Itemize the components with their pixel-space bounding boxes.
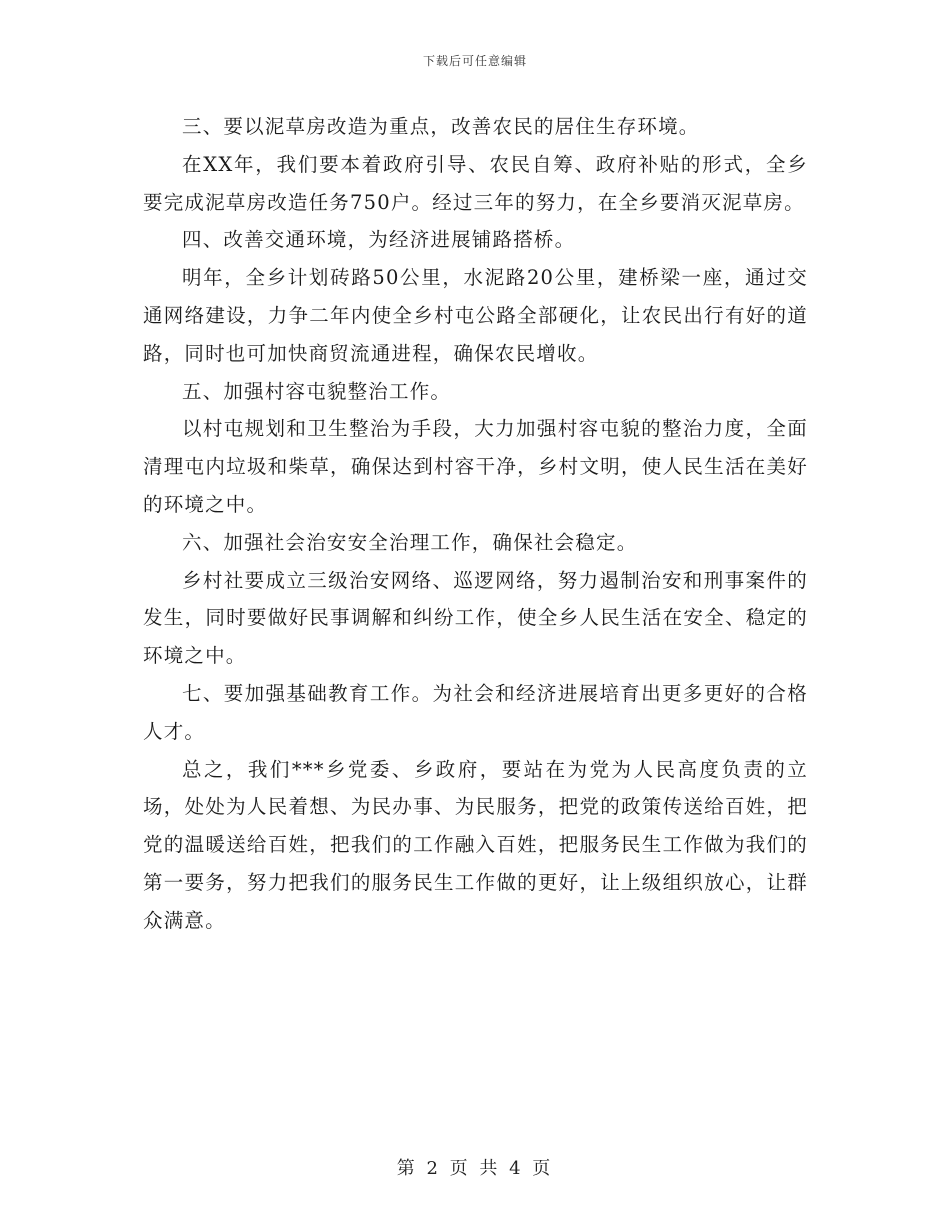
paragraph-section-3-heading: 三、要以泥草房改造为重点，改善农民的居住生存环境。 [182,115,700,138]
paragraph-section-5-body: 以村屯规划和卫生整治为手段，大力加强村容屯貌的整治力度，全面清理屯内垃圾和柴草，确保达到村容干净，乡村文明，使人民生活在美好的环境之中。 [143,417,808,516]
page-number: 第 2 页 共 4 页 [396,1158,554,1179]
paragraph-section-3-body: 在XX年，我们要本着政府引导、农民自筹、政府补贴的形式，全乡要完成泥草房改造任务750户。经过三年的努力，在全乡要消灭泥草房。 [143,152,808,214]
body-text [143,108,808,940]
paragraph-section-5-heading: 五、加强村容屯貌整治工作。 [182,379,452,403]
paragraph-conclusion: 总之，我们***乡党委、乡政府，要站在为党为人民高度负责的立场，处处为人民着想、为民办事、为民服务，把党的政策传送给百姓，把党的温暖送给百姓，把我们的工作融入百姓，把服务民生工作做为我们的第一要务，努力把我们的服务民生工作做的更好，让上级组织放心，让群众满意。 [143,757,808,932]
header-note: 下载后可任意编辑 [422,54,527,68]
paragraph-section-6-heading: 六、加强社会治安安全治理工作，确保社会稳定。 [182,530,638,554]
paragraph-section-7: 七、要加强基础教育工作。为社会和经济进展培育出更多更好的合格人才。 [143,681,808,743]
paragraph-section-4-body: 明年，全乡计划砖路50公里，水泥路20公里，建桥梁一座，通过交通网络建设，力争二年内使全乡村屯公路全部硬化，让农民出行有好的道路，同时也可加快商贸流通进程，确保农民增收。 [143,266,808,365]
paragraph-section-6-body: 乡村社要成立三级治安网络、巡逻网络，努力遏制治安和刑事案件的发生，同时要做好民事调解和纠纷工作，使全乡人民生活在安全、稳定的环境之中。 [143,568,808,668]
paragraph-section-4-heading: 四、改善交通环境，为经济进展铺路搭桥。 [182,228,576,252]
